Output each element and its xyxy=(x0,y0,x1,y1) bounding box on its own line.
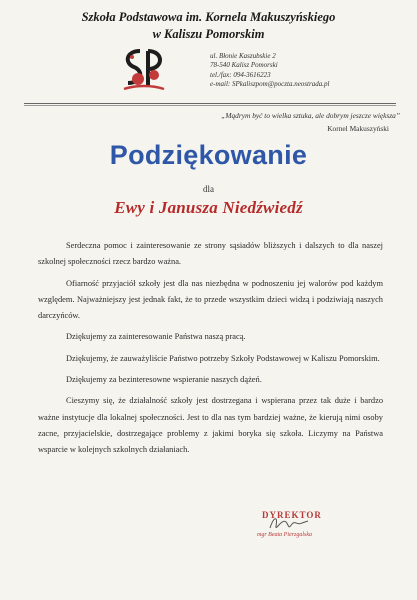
paragraph: Dziękujemy za bezinteresowne wspieranie naszych dążeń. xyxy=(66,375,262,385)
motto-quote: „Mądrym być to wielka sztuka, ale dobrym jeszcze większa” xyxy=(221,111,400,120)
header-divider-secondary xyxy=(24,105,396,106)
document-title: Podziękowanie xyxy=(109,140,308,170)
stamp-title: DYREKTOR xyxy=(262,510,322,520)
contact-phone: tel./fax: 094-3616223 xyxy=(210,70,271,79)
paragraph: Dziękujemy, że zauważyliście Państwo potrzeby Szkoły Podstawowej w Kaliszu Pomorskim. xyxy=(66,353,380,363)
stamp-name: mgr Beata Pierzgalska xyxy=(257,532,312,538)
school-name-line1: Szkoła Podstawowa im. Kornela Makuszyńskiego xyxy=(81,10,336,24)
school-name-line2: w Kaliszu Pomorskim xyxy=(152,27,265,41)
contact-address: ul. Błonie Kaszubskie 2 xyxy=(210,52,276,60)
dla-label: dla xyxy=(203,184,214,194)
letter-body xyxy=(38,238,383,464)
handwritten-signature xyxy=(262,512,312,534)
recipient-name: Ewy i Janusza Niedźwiedź xyxy=(114,198,303,217)
header-divider xyxy=(24,103,396,104)
contact-email: e-mail: SPkaliszpom@poczta.neostrada.pl xyxy=(210,80,330,89)
paragraph: Ofiarność przyjaciół szkoły jest dla nas niezbędna w podnoszeniu jej walorów pod każdym względem. Najważniejszy jest jednak fakt, że to przede wszystkim dzieci widzą i podziwiają naszych darczyńców. xyxy=(38,278,383,321)
paragraph: Dziękujemy za zainteresowanie Państwa naszą pracą. xyxy=(66,332,246,342)
contact-city: 78-540 Kalisz Pomorski xyxy=(210,61,278,70)
contact-block xyxy=(210,52,370,90)
school-crest-logo xyxy=(118,45,170,97)
motto-author: Kornel Makuszyński xyxy=(327,124,389,133)
paragraph: Cieszymy się, że działalność szkoły jest dostrzegana i wspierana przez tak duże i bardzo ważne instytucje dla lokalnej społeczności. Jest to dla nas tym bardziej ważne, że kierują nimi osoby zacne, przyjacielskie, dostrzegające problemy z jakimi boryka się szkoła. Liczymy na Państwa wsparcie w kolejnych szkolnych działaniach. xyxy=(38,396,383,455)
paragraph: Serdeczna pomoc i zainteresowanie ze strony sąsiadów bliższych i dalszych to dla naszej szkolnej społeczności rzecz bardzo ważna. xyxy=(38,241,383,267)
